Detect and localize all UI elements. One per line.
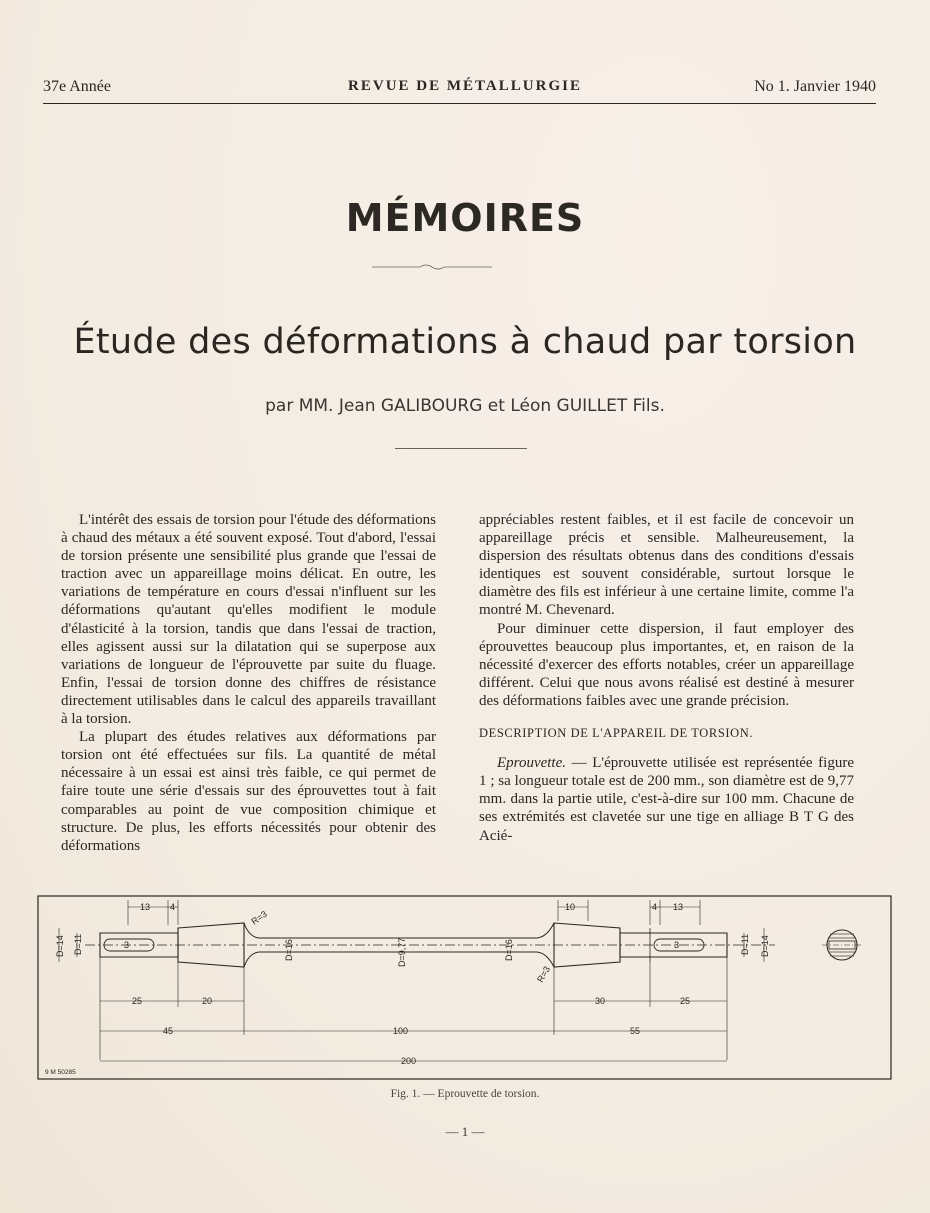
paragraph: appréciables restent faibles, et il est facile de concevoir un appareillage précis et sensible. Malheureusement, la dispersion des résultats obtenus dans des conditions d'essais identiques est souvent considérable, surtout lorsque le diamètre des fils est inférieur à une certaine limite, comme l'a montré M. Chevenard.	[479, 512, 854, 619]
article-authors: par MM. Jean GALIBOURG et Léon GUILLET Fils.	[265, 396, 665, 416]
dim-label: R=3	[249, 908, 269, 927]
title-rule	[395, 448, 527, 449]
dim-label: D=16	[504, 939, 514, 961]
left-column	[61, 511, 436, 855]
drawing-ref: 9 M 50285	[45, 1069, 76, 1076]
section-heading: DESCRIPTION DE L'APPAREIL DE TORSION.	[479, 726, 754, 741]
paragraph-lead: Eprouvette.	[497, 755, 567, 772]
dim-label: 13	[140, 902, 151, 912]
dim-label: D=9,77	[397, 937, 407, 967]
volume-year: 37e Année	[43, 78, 111, 95]
dim-label: 4	[652, 902, 658, 912]
figure-caption: Fig. 1. — Eprouvette de torsion.	[390, 1088, 540, 1100]
journal-name: REVUE DE MÉTALLURGIE	[348, 78, 582, 94]
dim-label: D=11	[73, 933, 83, 955]
figure-frame	[38, 896, 891, 1079]
dim-label: 20	[202, 996, 213, 1006]
paragraph: Pour diminuer cette dispersion, il faut employer des éprouvettes beaucoup plus importantes, et, en raison de la nécessité d'exercer des efforts notables, créer un appareillage différent. Celui que nous avons réalisé est destiné à mesurer des déformations faibles avec une grande précision.	[479, 620, 854, 709]
dim-label: 30	[595, 996, 606, 1006]
dim-label: 10	[565, 902, 576, 912]
dim-label: 4	[170, 902, 176, 912]
page-number: — 1 —	[445, 1124, 485, 1139]
key-label: 3	[674, 940, 680, 950]
dim-label: 55	[630, 1026, 641, 1036]
key-label: 3	[124, 940, 130, 950]
header-rule	[43, 103, 876, 104]
dim-label: 100	[393, 1026, 409, 1036]
dim-label: D=16	[284, 939, 294, 961]
paragraph	[479, 754, 854, 844]
dim-label: D=14	[55, 935, 65, 957]
paragraph: L'intérêt des essais de torsion pour l'étude des déformations à chaud des métaux a été souvent exposé. Tout d'abord, l'essai de torsion présente une sensibilité plus grande que l'essai de traction avec un appareillage moins délicat. En outre, les variations de température en cours d'essai n'influent sur les déformations qu'autant qu'elles modifient le module d'élasticité à la torsion, tandis que dans l'essai de traction, elles agissent aussi sur la dilatation qui se superpose aux variations de longueur de l'éprouvette par suite du fluage. Enfin, l'essai de torsion donne des chiffres de résistance directement utilisables dans le calcul des appareils travaillant à la torsion.	[61, 512, 436, 728]
issue-date: No 1. Janvier 1940	[754, 78, 876, 95]
paragraph: La plupart des études relatives aux déformations par torsion ont été effectuées sur fils. La quantité de métal nécessaire à un essai est ainsi très faible, ce qui permet de faire toute une série d'essais sur des éprouvettes tout à fait comparables au point de vue composition chimique et structure. De plus, les efforts nécessités pour obtenir des déformations	[61, 729, 436, 854]
dim-label: 200	[401, 1056, 417, 1066]
dim-label: 45	[163, 1026, 174, 1036]
dim-label: R=3	[535, 964, 553, 984]
dim-label: 25	[680, 996, 691, 1006]
ornament-divider	[372, 262, 492, 272]
dim-label: 25	[132, 996, 143, 1006]
dim-label: 13	[673, 902, 684, 912]
paragraph-body: — L'éprouvette utilisée est représentée figure 1 ; sa longueur totale est de 200 mm., son diamètre est de 9,77 mm. dans la partie utile, c'est-à-dire sur 100 mm. Chacune de ses extrémités est clavetée sur une tige en alliage B T G des Acié-	[479, 755, 854, 844]
dim-label: D=11	[740, 933, 750, 955]
section-title: MÉMOIRES	[345, 196, 585, 240]
dim-label: D=14	[760, 935, 770, 957]
cross-section-view	[822, 930, 862, 960]
right-column	[479, 511, 854, 845]
specimen-drawing	[37, 895, 893, 1080]
article-title: Étude des déformations à chaud par torsion	[73, 322, 857, 362]
